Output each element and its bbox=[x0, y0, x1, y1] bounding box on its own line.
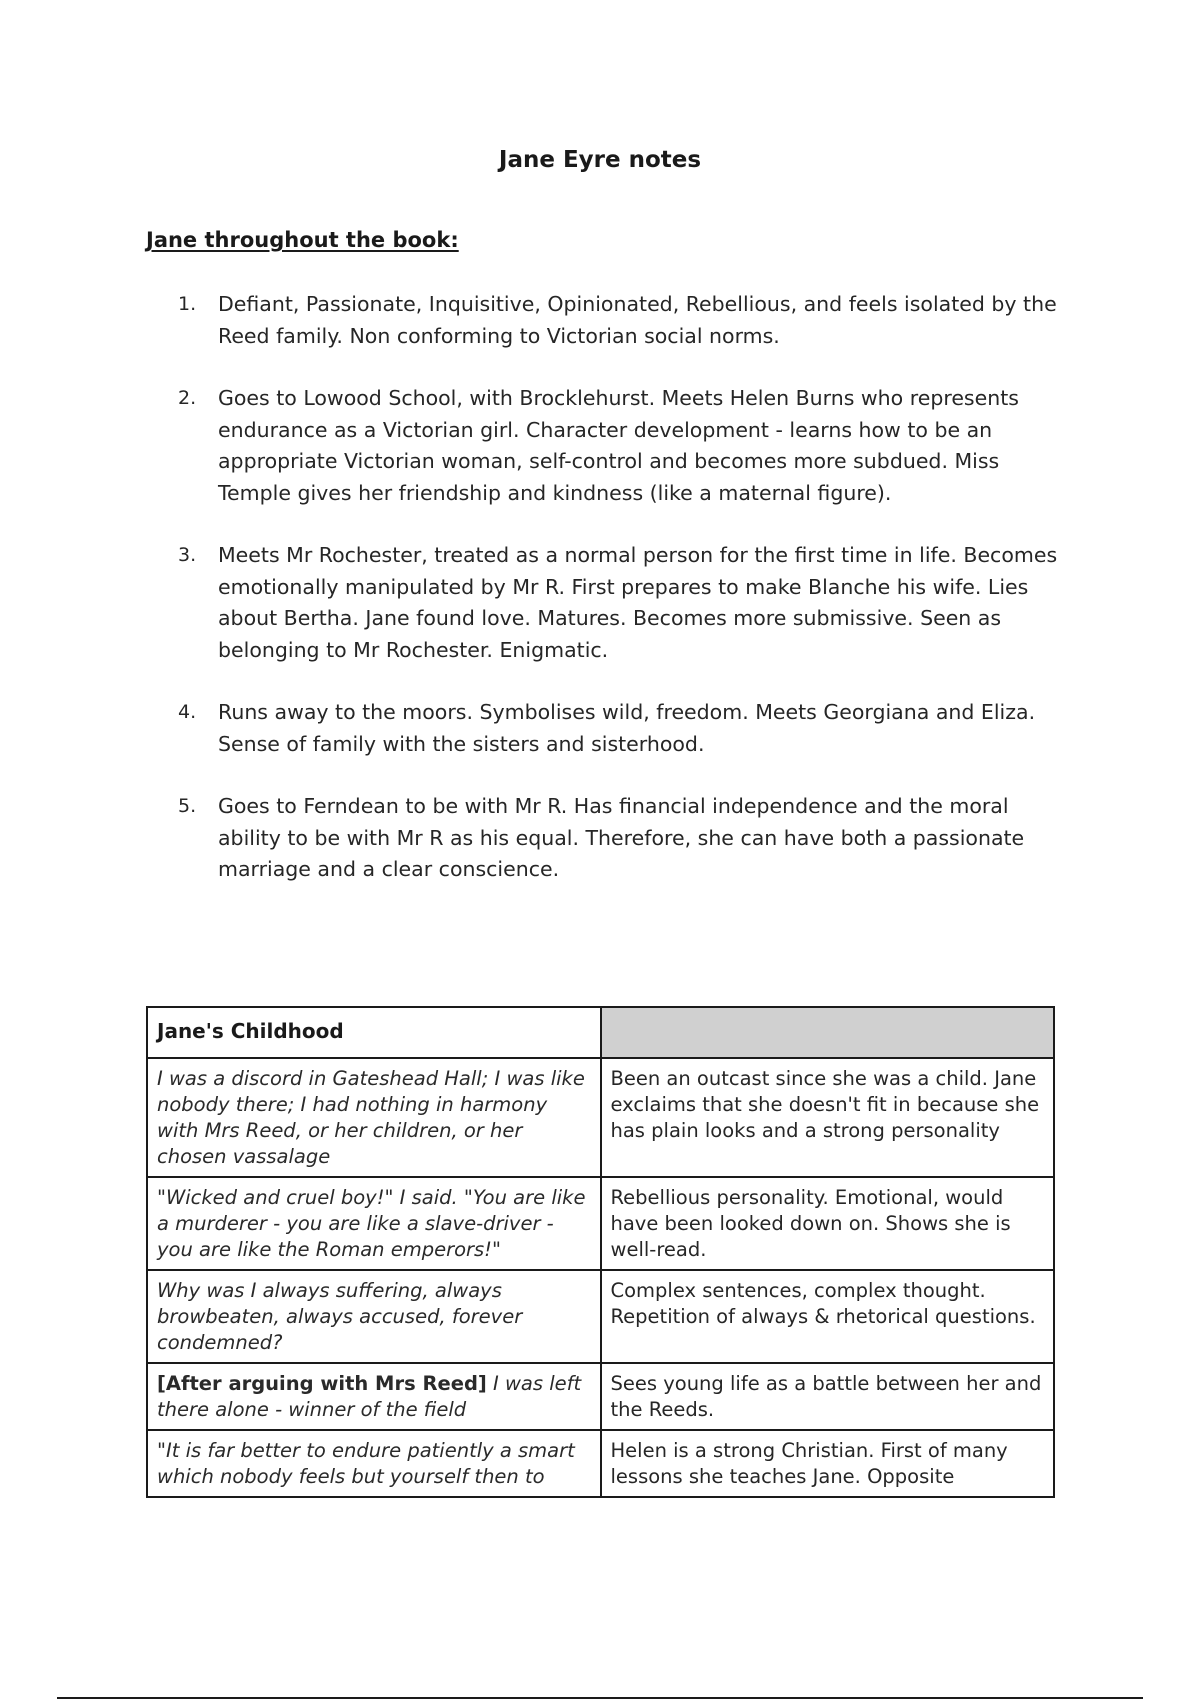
quote-cell: "Wicked and cruel boy!" I said. "You are like a murderer - you are like a slave-driver - you are like the Roman emperors!" bbox=[147, 1177, 601, 1270]
quote-cell: Why was I always suffering, always browbeaten, always accused, forever condemned? bbox=[147, 1270, 601, 1363]
comment-cell: Been an outcast since she was a child. Jane exclaims that she doesn't fit in because she has plain looks and a strong personality bbox=[601, 1058, 1055, 1177]
table-row bbox=[147, 1177, 1054, 1270]
table-row bbox=[147, 1430, 1054, 1497]
table-row bbox=[147, 1058, 1054, 1177]
list-item-number: 1. bbox=[178, 293, 197, 315]
table-row bbox=[147, 1363, 1054, 1430]
list-item-text: Runs away to the moors. Symbolises wild, freedom. Meets Georgiana and Eliza. Sense of family with the sisters and sisterhood. bbox=[218, 700, 1036, 756]
list-item bbox=[178, 540, 1058, 666]
quote-context-label: [After arguing with Mrs Reed] bbox=[157, 1372, 487, 1395]
list-item-text: Defiant, Passionate, Inquisitive, Opinionated, Rebellious, and feels isolated by the Reed family. Non conforming to Victorian social norms. bbox=[218, 292, 1057, 348]
list-item-number: 3. bbox=[178, 544, 197, 566]
table-header-row bbox=[147, 1007, 1054, 1058]
quote-cell bbox=[147, 1363, 601, 1430]
footer-divider bbox=[57, 1697, 1143, 1699]
list-item bbox=[178, 697, 1058, 760]
comment-cell: Sees young life as a battle between her and the Reeds. bbox=[601, 1363, 1055, 1430]
quote-cell: "It is far better to endure patiently a smart which nobody feels but yourself then to bbox=[147, 1430, 601, 1497]
quote-text: I was left there alone - winner of the field bbox=[157, 1372, 582, 1421]
comment-cell: Complex sentences, complex thought. Repetition of always & rhetorical questions. bbox=[601, 1270, 1055, 1363]
list-item bbox=[178, 289, 1058, 352]
list-item-text: Goes to Lowood School, with Brocklehurst. Meets Helen Burns who represents endurance as a Victorian girl. Character development - learns how to be an appropriate Victorian woman, self-control and becomes more subdued. Miss Temple gives her friendship and kindness (like a maternal figure). bbox=[218, 386, 1019, 505]
document-title: Jane Eyre notes bbox=[498, 147, 702, 173]
list-item bbox=[178, 383, 1058, 509]
list-item-text: Goes to Ferndean to be with Mr R. Has financial independence and the moral ability to be with Mr R as his equal. Therefore, she can have both a passionate marriage and a clear conscience. bbox=[218, 794, 1025, 881]
childhood-quotes-table bbox=[146, 1006, 1055, 1498]
list-item-number: 2. bbox=[178, 387, 197, 409]
list-item-text: Meets Mr Rochester, treated as a normal person for the first time in life. Becomes emotionally manipulated by Mr R. First prepares to make Blanche his wife. Lies about Bertha. Jane found love. Matures. Becomes more submissive. Seen as belonging to Mr Rochester. Enigmatic. bbox=[218, 543, 1058, 662]
section-heading: Jane throughout the book: bbox=[146, 228, 459, 252]
table-row bbox=[147, 1270, 1054, 1363]
quote-cell: I was a discord in Gateshead Hall; I was like nobody there; I had nothing in harmony with Mrs Reed, or her children, or her chosen vassalage bbox=[147, 1058, 601, 1177]
comment-cell: Helen is a strong Christian. First of many lessons she teaches Jane. Opposite bbox=[601, 1430, 1055, 1497]
list-item bbox=[178, 791, 1058, 886]
notes-list bbox=[178, 289, 1058, 917]
list-item-number: 4. bbox=[178, 701, 197, 723]
comment-cell: Rebellious personality. Emotional, would have been looked down on. Shows she is well-read. bbox=[601, 1177, 1055, 1270]
table-header-empty-cell bbox=[601, 1007, 1055, 1058]
list-item-number: 5. bbox=[178, 795, 197, 817]
table-header-cell: Jane's Childhood bbox=[147, 1007, 601, 1058]
